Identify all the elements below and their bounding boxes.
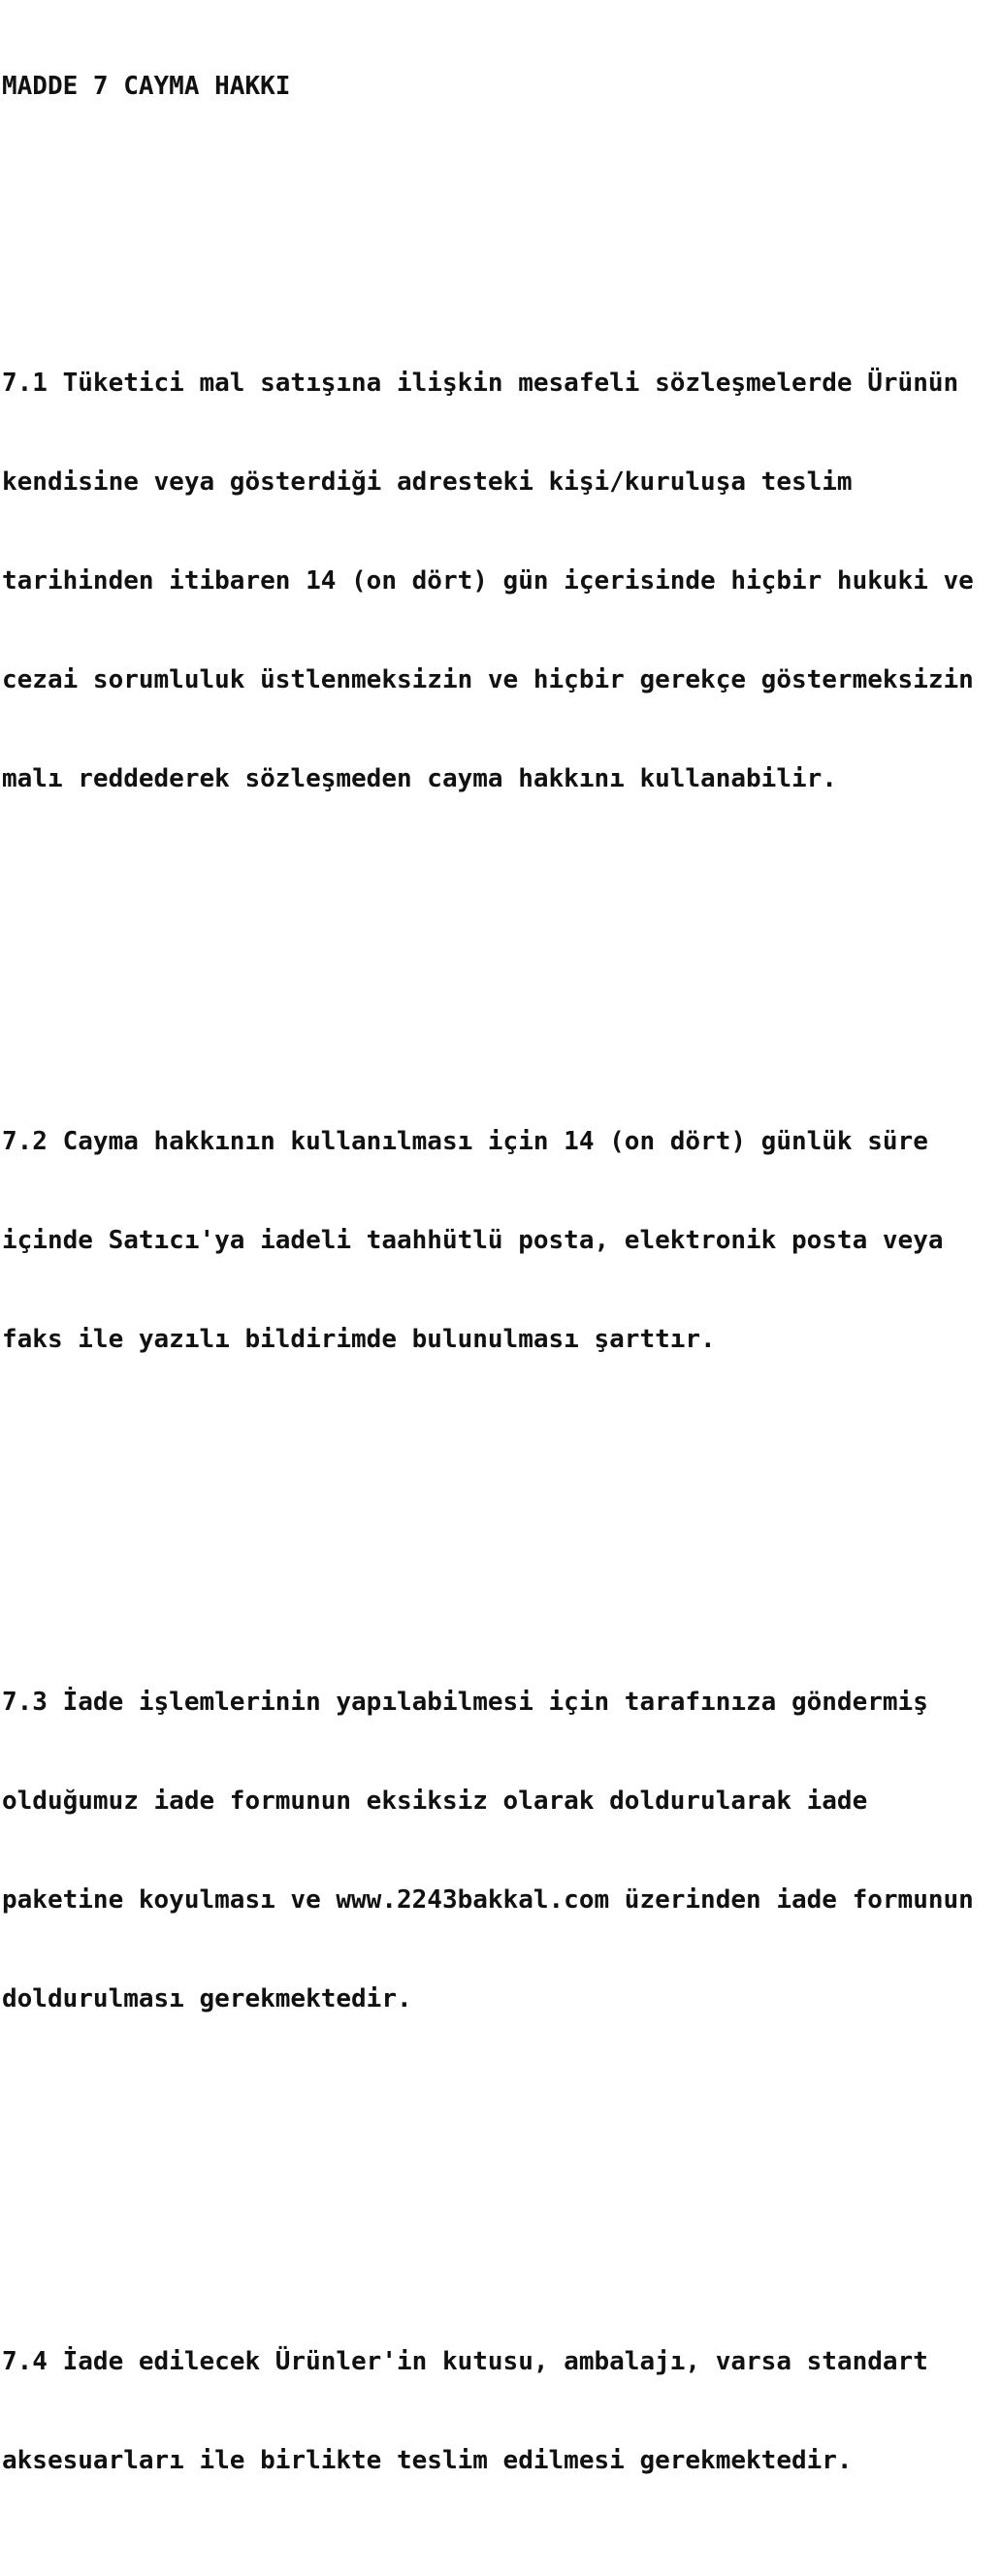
paragraph-line: içinde Satıcı'ya iadeli taahhütlü posta, elektronik posta veya xyxy=(2,1226,944,1255)
paragraph-line: malı reddederek sözleşmeden cayma hakkını kullanabilir. xyxy=(2,764,837,793)
spacer xyxy=(2,2147,999,2180)
paragraph-line: 7.1 Tüketici mal satışına ilişkin mesafeli sözleşmelerde Ürünün xyxy=(2,369,959,398)
document-body xyxy=(2,4,999,2576)
paragraph-line: kendisine veya gösterdiği adresteki kişi/kuruluşa teslim xyxy=(2,467,853,497)
paragraph-line: doldurulması gerekmektedir. xyxy=(2,1984,412,2013)
paragraph-line: faks ile yazılı bildirimde bulunulması şarttır. xyxy=(2,1325,716,1354)
paragraph-line: 7.3 İade işlemlerinin yapılabilmesi için tarafınıza göndermiş xyxy=(2,1688,928,1717)
paragraph-7-3 xyxy=(2,1620,999,2081)
spacer xyxy=(2,169,999,202)
paragraph-line: 7.2 Cayma hakkının kullanılması için 14 (on dört) günlük süre xyxy=(2,1127,928,1156)
paragraph-line: paketine koyulması ve www.2243bakkal.com üzerinden iade formunun xyxy=(2,1885,974,1915)
paragraph-line: aksesuarları ile birlikte teslim edilmesi gerekmektedir. xyxy=(2,2446,853,2475)
spacer xyxy=(2,927,999,960)
paragraph-line: olduğumuz iade formunun eksiksiz olarak doldurularak iade xyxy=(2,1787,868,1816)
paragraph-line: 7.4 İade edilecek Ürünler'in kutusu, ambalajı, varsa standart xyxy=(2,2347,928,2376)
paragraph-7-1 xyxy=(2,301,999,861)
paragraph-7-2 xyxy=(2,1059,999,1422)
document-title: MADDE 7 CAYMA HAKKI xyxy=(2,72,291,101)
spacer xyxy=(2,1488,999,1521)
paragraph-7-4 xyxy=(2,2279,999,2543)
paragraph-line: tarihinden itibaren 14 (on dört) gün içerisinde hiçbir hukuki ve xyxy=(2,566,974,596)
paragraph-line: cezai sorumluluk üstlenmeksizin ve hiçbir gerekçe göstermeksizin xyxy=(2,665,974,694)
